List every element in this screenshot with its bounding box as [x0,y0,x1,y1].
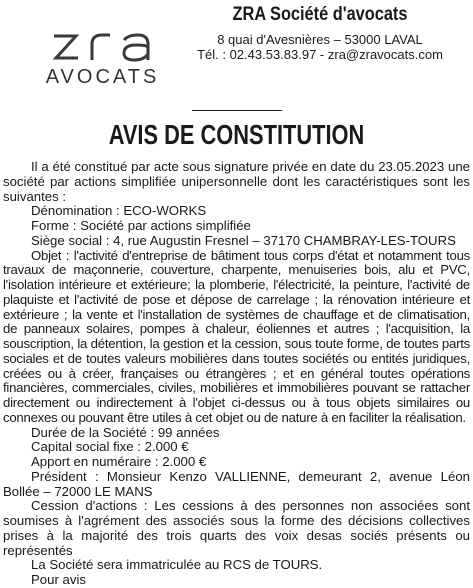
notice-duree: Durée de la Société : 99 années [31,424,220,440]
notice-denomination: Dénomination : ECO-WORKS [31,203,207,219]
firm-block [175,4,465,62]
firm-name: ZRA Société d'avocats [232,4,408,25]
logo-mark-text: zra [50,22,52,23]
notice-title: AVIS DE CONSTITUTION [108,119,365,150]
separator-rule [192,110,282,111]
firm-address: 8 quai d'Avesnières – 53000 LAVAL [217,32,423,47]
notice-forme: Forme : Société par actions simplifiée [31,218,251,233]
logo-wordmark: AVOCATS [45,66,160,88]
notice-intro: Il a été constitué par acte sous signature privée en date du 23.05.2023 une société par actions simplifiée unipersonnelle dont les caractéristiques sont les suivantes : [3,159,470,204]
notice-header [0,0,473,100]
notice-capital: Capital social fixe : 2.000 € [31,439,189,455]
notice-immatriculation: La Société sera immatriculée au RCS de TOURS. [31,557,323,573]
notice-objet: Objet : l'activité d'entreprise de bâtiment tous corps d'état et notamment tous travaux de maçonnerie, couverture, charpente, menuiseries bois, alu et PVC, l'isolation intérieure et extérieure; la plomberie, l'électricité, la peinture, l'activité de plaquiste et l'activité de pose et dépose de carrelage ; la rénovation intérieure et extérieure ; la vente et l'installation de systèmes de chauffage et de climatisation, de panneaux solaires, pompes à chaleur, éoliennes et autres ; l'acquisition, la souscription, la détention, la gestion et la cession, sous toute forme, de toutes parts sociales et de toutes valeurs mobilières dans toutes sociétés ou entités juridiques, créées ou à créer, françaises ou étrangères ; et en général toutes opérations financières, commerciales, civiles, mobilières et immobilières pouvant se rattacher directement ou indirectement à l'objet ci-dessus ou à tous objets similaires ou connexes ou pouvant être utiles à cet objet ou de nature à en faciliter la réalisation. [3,247,470,425]
firm-logo [40,22,165,100]
notice-president: Président : Monsieur Kenzo VALLIENNE, demeurant 2, avenue Léon Bollée – 72000 LE MANS [3,468,470,499]
notice-cession: Cession d'actions : Les cessions à des personnes non associées sont soumises à l'agrément des associés sous la forme des décisions collectives prises à la majorité des trois quarts des voix desas sociés présents ou représentés [3,498,470,558]
notice-apport: Apport en numéraire : 2.000 € [31,454,207,469]
firm-contact: Tél. : 02.43.53.83.97 - zra@zravocats.com [197,47,443,62]
zra-logo-mark [50,22,160,64]
notice-pour-avis: Pour avis [31,572,86,587]
notice-body [3,160,470,588]
notice-siege: Siège social : 4, rue Augustin Fresnel – 37170 CHAMBRAY-LES-TOURS [31,232,456,248]
